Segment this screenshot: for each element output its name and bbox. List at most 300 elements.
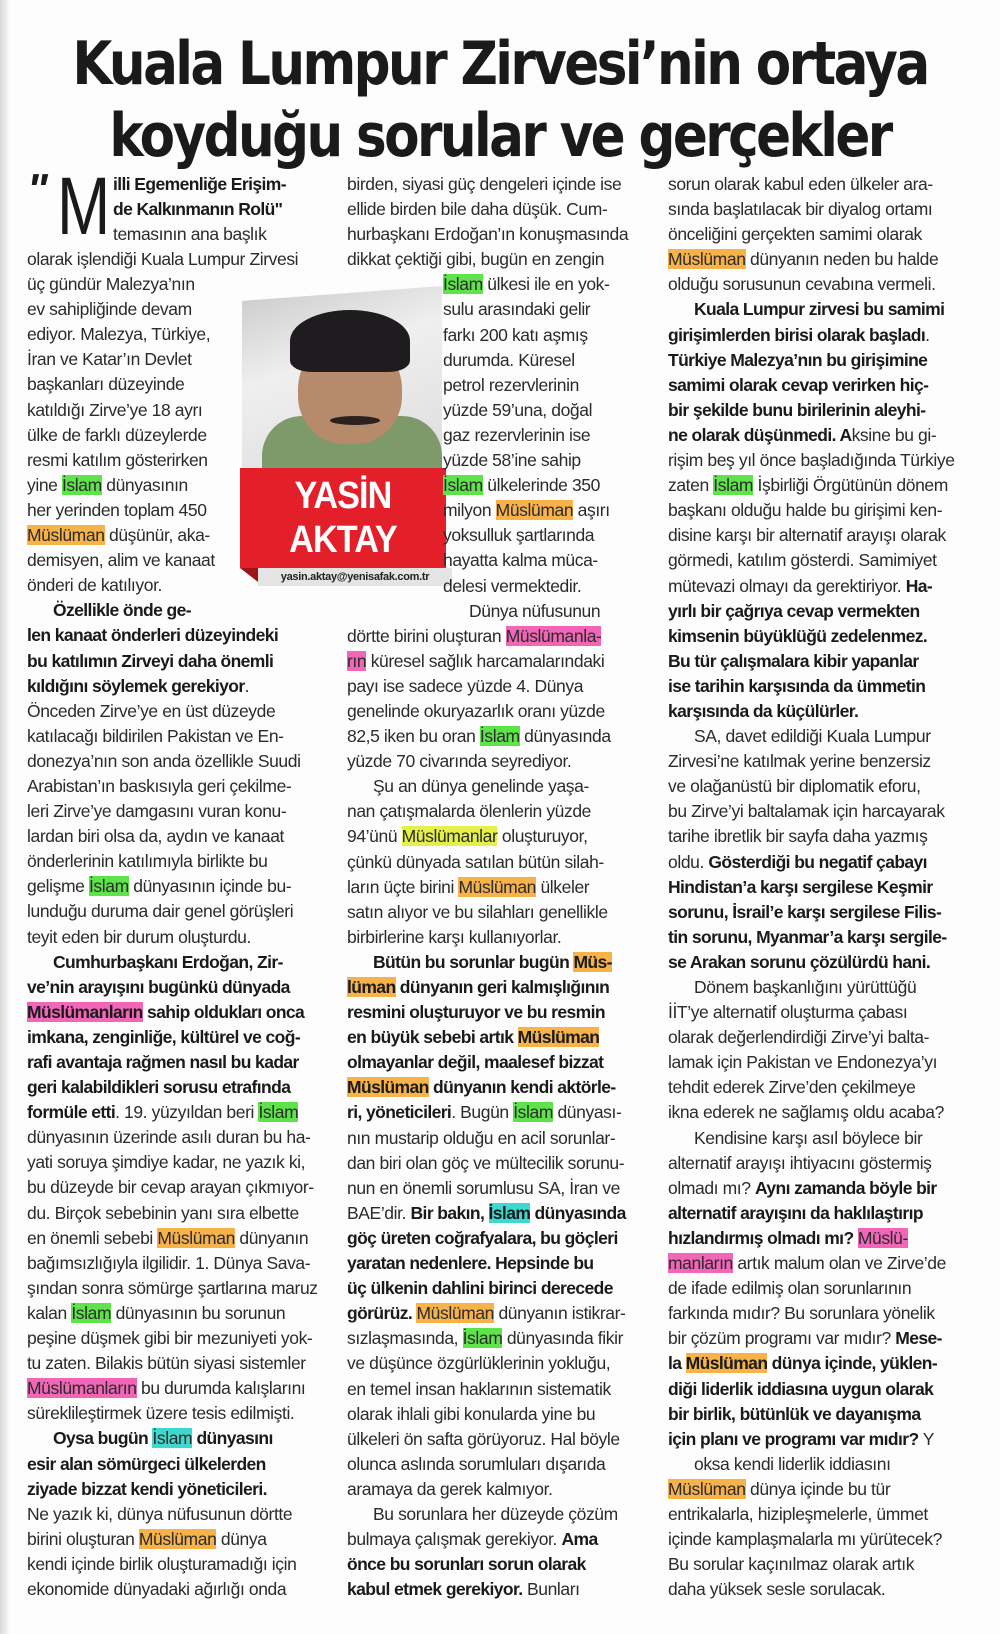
text-line <box>668 699 968 724</box>
text-run: alternatif arayışı ihtiyacını göstermiş <box>668 1152 932 1173</box>
text-run: bağımsızlığıyla ilgilidir. 1. Dünya Sava- <box>27 1252 311 1273</box>
text-line <box>347 1075 637 1100</box>
text-line <box>27 1100 327 1125</box>
text-line <box>27 699 327 724</box>
text-line <box>347 1276 637 1301</box>
text-line <box>668 172 968 197</box>
text-run: ev sahipliğinde devam <box>27 299 192 320</box>
text-run: diği liderlik iddiasına uygun olarak <box>668 1378 934 1399</box>
text-run: katılacağı bildirilen Pakistan ve En- <box>27 725 284 746</box>
text-line <box>347 1126 637 1151</box>
text-run: sorunu, İsrail’e karşı sergilese Filis- <box>668 901 942 922</box>
text-run: birden, siyasi güç dengeleri içinde ise <box>347 174 622 194</box>
text-line <box>347 247 637 272</box>
highlighted-term: İslam <box>88 876 129 897</box>
text-run: dünyasında <box>530 1202 626 1223</box>
text-line <box>668 1226 968 1251</box>
text-line <box>347 699 637 724</box>
text-run: yoksulluk şartlarında <box>443 525 595 546</box>
highlighted-term: Müslümanla- <box>505 625 602 646</box>
highlighted-term: lüman <box>347 977 396 997</box>
highlighted-term: İslam <box>61 474 102 495</box>
text-run: yine <box>27 474 62 495</box>
text-line <box>27 849 327 874</box>
text-run: aşırı <box>573 500 610 521</box>
text-run: Bunları <box>522 1579 580 1600</box>
text-run: resmini oluşturuyor ve bu resmin <box>347 1002 605 1023</box>
text-run: ediyor. Malezya, Türkiye, <box>27 324 211 345</box>
text-run: la <box>668 1353 686 1374</box>
text-run: farkında mıdır? Bu sorunlara yönelik <box>668 1303 935 1324</box>
text-line <box>347 1176 637 1201</box>
text-line <box>668 624 968 649</box>
text-line <box>347 172 637 197</box>
text-run: olmadı mı? <box>668 1177 756 1198</box>
text-line <box>27 749 327 774</box>
column-2-top <box>347 172 637 272</box>
text-line <box>347 1025 637 1050</box>
text-run: Oysa bugün <box>53 1428 153 1449</box>
text-run: önce bu sorunları sorun olarak <box>347 1554 586 1575</box>
text-line <box>347 1552 637 1577</box>
text-run: . <box>925 324 930 345</box>
text-line <box>668 599 968 624</box>
text-run: 82,5 iken bu oran <box>347 726 480 747</box>
text-run: Bütün bu sorunlar bugün <box>373 951 574 972</box>
article-headline <box>70 28 930 172</box>
intro-theme-line-2: de Kalkınmanın Rolü" <box>113 199 283 220</box>
highlighted-term: Müs- <box>573 951 612 972</box>
text-run: Aynı zamanda böyle bir <box>755 1177 937 1198</box>
text-line <box>668 925 968 950</box>
text-line <box>443 498 637 523</box>
text-run: önderi de katılıyor. <box>27 575 162 596</box>
text-run: olmayanlar değil, maalesef bizzat <box>347 1052 604 1073</box>
highlighted-term: Müslüman <box>458 876 536 897</box>
text-line <box>27 899 327 924</box>
text-line <box>668 222 968 247</box>
text-run: ekonomide dünyadaki ağırlığı onda <box>27 1578 287 1599</box>
text-run: Kuala Lumpur zirvesi bu samimi <box>694 299 945 320</box>
text-line <box>668 1527 968 1552</box>
intro-block <box>27 161 327 252</box>
highlighted-term: Müslüman <box>685 1353 768 1374</box>
text-line <box>668 824 968 849</box>
text-run: len kanaat önderleri düzeyindeki <box>27 625 279 646</box>
text-run: ziyade bizzat kendi yöneticileri. <box>27 1478 267 1499</box>
text-run: olunca aslında sorumluları dışarıda <box>347 1453 606 1474</box>
author-email[interactable]: yasin.aktay@yenisafak.com.tr <box>258 568 452 586</box>
text-run: durumda. Küresel <box>443 349 575 370</box>
highlighted-term: Müslüman <box>668 1478 746 1499</box>
text-line <box>668 197 968 222</box>
text-run: gaz rezervlerinin ise <box>443 424 591 445</box>
text-run: tu zaten. Bilakis bütün siyasi sistemler <box>27 1353 306 1374</box>
text-run: ülkeler <box>536 876 590 897</box>
text-run: en büyük sebebi artık <box>347 1027 518 1048</box>
text-run: petrol rezervlerinin <box>443 374 579 395</box>
text-run: yüzde 70 civarında seyrediyor. <box>347 751 572 772</box>
text-line <box>27 1527 327 1552</box>
highlighted-term: Müslüman <box>157 1227 235 1248</box>
text-line <box>668 1577 968 1602</box>
text-line <box>668 1477 968 1502</box>
text-line <box>668 297 968 322</box>
highlighted-term: Müslümanlar <box>401 826 498 847</box>
text-line <box>668 348 968 373</box>
text-line <box>27 1301 327 1326</box>
text-run: peşine düşmek gibi bir mezuniyeti yok- <box>27 1328 313 1349</box>
text-run: bir birlik, bütünlük ve dayanışma <box>668 1403 921 1424</box>
text-run: disine karşı bir alternatif arayışı olarak <box>668 525 946 546</box>
text-run: dünyasının üzerinde asılı duran bu ha- <box>27 1127 311 1148</box>
text-run: Bu sorunlara her düzeyde çözüm <box>373 1503 618 1524</box>
text-run: girişimlerden birisi olarak başladı <box>668 324 926 345</box>
text-run: bu Zirve’yi baltalamak için harcayarak <box>668 801 945 822</box>
text-line <box>668 1050 968 1075</box>
text-run: entrikalarla, hizipleşmelerle, ümmet <box>668 1503 928 1524</box>
text-run: kabul etmek gerekiyor. <box>347 1579 523 1600</box>
text-run: dünyasının içinde bu- <box>128 876 292 897</box>
text-line <box>347 1251 637 1276</box>
text-run: Türkiye Malezya’nın bu girişimine <box>668 349 928 370</box>
text-run: du. Birçok sebebinin yanı sıra elbette <box>27 1202 299 1223</box>
text-run: dikkat çektiği gibi, bugün en zengin <box>347 249 605 270</box>
text-line <box>27 674 327 699</box>
text-line <box>668 373 968 398</box>
text-run: nun en önemli sorumlusu SA, İran ve <box>347 1177 620 1198</box>
text-run: görürüz. <box>347 1303 417 1324</box>
highlighted-term: İslam <box>443 475 483 496</box>
text-run: Dönem başkanlığını yürüttüğü <box>694 977 917 997</box>
text-run: rafi avantaja rağmen nasıl bu kadar <box>27 1052 299 1072</box>
author-last-name: AKTAY <box>289 519 397 561</box>
highlighted-term: Müslüman <box>668 249 746 270</box>
text-run: dünyasında fikir <box>502 1328 624 1349</box>
text-run: ise tarihin karşısında da ümmetin <box>668 675 926 696</box>
column-2-wrap-around-photo <box>347 272 637 623</box>
text-run: kimsenin büyüklüğü zedelenmez. <box>668 625 928 646</box>
text-line <box>347 774 637 799</box>
text-line <box>668 247 968 272</box>
text-line <box>668 1025 968 1050</box>
text-line <box>668 875 968 900</box>
text-line <box>347 1100 637 1125</box>
text-run: dünyasını <box>192 1428 273 1449</box>
text-line <box>443 574 637 599</box>
text-line <box>347 1502 637 1527</box>
text-run: dünyasının bu sorunun <box>111 1302 286 1323</box>
highlighted-term: Müslüman <box>138 1528 217 1549</box>
text-run: zaten <box>668 475 714 496</box>
text-line <box>27 975 327 1000</box>
text-run: ne olarak düşünmedi. A <box>668 424 852 445</box>
text-run: dünyanın istikrar- <box>494 1303 626 1324</box>
text-line <box>27 1251 327 1276</box>
text-line <box>668 272 968 297</box>
highlighted-term: Müslüman <box>416 1303 494 1324</box>
text-run: sızlaşmasında, <box>347 1328 463 1349</box>
text-run: yüzde 59’una, doğal <box>443 399 593 420</box>
text-line <box>27 1050 327 1075</box>
highlighted-term: Müslüman <box>495 500 574 521</box>
text-line <box>347 749 637 774</box>
text-line <box>27 598 327 623</box>
text-line <box>668 674 968 699</box>
text-line <box>27 1201 327 1226</box>
text-run: Ne yazık ki, dünya nüfusunun dörtte <box>27 1503 293 1524</box>
text-line <box>668 1276 968 1301</box>
name-box-fold <box>240 568 258 582</box>
text-run: farkı 200 katı aşmış <box>443 324 588 345</box>
text-line <box>347 197 637 222</box>
text-line <box>668 1326 968 1351</box>
text-run: satın alıyor ve bu silahları genellikle <box>347 901 608 922</box>
text-run: Şu an dünya genelinde yaşa- <box>373 776 589 797</box>
text-line <box>668 423 968 448</box>
text-run: Hindistan’a karşı sergilese Keşmir <box>668 876 933 897</box>
text-run: . Bugün <box>451 1102 514 1123</box>
column-2-bottom <box>347 624 637 1603</box>
text-line <box>668 749 968 774</box>
highlighted-term: Müslü- <box>857 1227 908 1248</box>
text-line <box>347 925 637 950</box>
text-run: olarak işlendiği Kuala Lumpur Zirvesi <box>27 249 299 269</box>
text-line <box>443 599 637 624</box>
text-run: Cumhurbaşkanı Erdoğan, Zir- <box>53 951 283 972</box>
text-run: formüle etti <box>27 1102 116 1123</box>
text-line <box>347 1427 637 1452</box>
text-line <box>347 1351 637 1376</box>
text-run: dünyasının <box>101 474 188 495</box>
text-run: katıldığı Zirve’ye 18 ayrı <box>27 399 203 420</box>
text-run: ve düşünce özgürlüklerinin yokluğu, <box>347 1353 611 1374</box>
text-run: İşbirliği Örgütünün dönem <box>753 475 948 496</box>
text-line <box>27 1577 327 1602</box>
text-line <box>443 373 637 398</box>
highlighted-term: manların <box>668 1253 733 1274</box>
intro-line-3: temasının ana başlık <box>113 224 267 245</box>
quote-mark: " <box>27 165 48 214</box>
text-run: nan çatışmalarda ölenlerin yüzde <box>347 801 592 822</box>
text-line <box>668 1000 968 1025</box>
text-run: Ama <box>561 1529 598 1550</box>
text-run: en temel insan haklarının sistematik <box>347 1378 611 1399</box>
text-run: Bu tür çalışmalara kibir yapanlar <box>668 650 919 671</box>
text-line <box>668 1502 968 1527</box>
text-run: sulu arasındaki gelir <box>443 299 591 320</box>
text-run: gelişme <box>27 876 89 897</box>
text-run: Ha- <box>905 575 933 596</box>
text-line <box>27 774 327 799</box>
text-run: SA, davet edildiği Kuala Lumpur <box>694 726 931 747</box>
text-run: lamak için Pakistan ve Endonezya’yı <box>668 1052 938 1073</box>
text-run: esir alan sömürgeci ülkelerden <box>27 1453 266 1474</box>
text-line <box>27 824 327 849</box>
text-line <box>668 1402 968 1427</box>
text-run: başkanı olduğu halde bu girişimi ken- <box>668 500 943 521</box>
text-line <box>668 323 968 348</box>
text-run: için planı ve programı var mıdır? <box>668 1428 919 1449</box>
column-3-body <box>668 172 968 1602</box>
text-run: nın mustarip olduğu en acil sorunlar- <box>347 1127 616 1148</box>
article-column-2 <box>347 172 637 1602</box>
text-run: dünya <box>216 1528 267 1549</box>
text-line <box>668 975 968 1000</box>
intro-theme-line-1: illi Egemenliğe Erişim- <box>113 174 286 194</box>
highlighted-term: rın <box>347 650 367 671</box>
text-run: hurbaşkanı Erdoğan’ın konuşmasında <box>347 224 629 245</box>
text-line <box>27 1452 327 1477</box>
text-run: içinde kamplaşmalarla mı yürütecek? <box>668 1529 942 1550</box>
text-run: ri, yöneticileri <box>347 1102 452 1123</box>
text-run: tin sorunu, Myanmar’a karşı sergile- <box>668 926 947 947</box>
text-run: süreklileştirmek üzere tesis edilmişti. <box>27 1403 295 1424</box>
text-run: teyit eden bir durum oluşturdu. <box>27 926 251 947</box>
text-line <box>668 498 968 523</box>
text-line <box>347 1452 637 1477</box>
text-line <box>27 1376 327 1401</box>
text-run: de ifade edilmiş olan sorunlarının <box>668 1278 912 1299</box>
text-run: imkana, zenginliğe, kültürel ve coğ- <box>27 1026 301 1047</box>
text-line <box>668 950 968 975</box>
text-line <box>668 1552 968 1577</box>
text-line <box>27 1025 327 1050</box>
text-line <box>443 473 637 498</box>
text-run: ülkeleri ön safta görüyoruz. Hal böyle <box>347 1428 620 1449</box>
text-run: Dünya nüfusunun <box>469 600 601 621</box>
text-run: yati soruya şimdiye kadar, ne yazık ki, <box>27 1152 306 1173</box>
text-run: çünkü dünyada satılan bütün silah- <box>347 851 604 872</box>
highlighted-term: İslam <box>71 1302 112 1323</box>
text-run: önceliğini gerçekten samimi olarak <box>668 224 922 245</box>
text-run: sında başlatılacak bir diyalog ortamı <box>668 199 933 220</box>
text-run: küresel sağlık harcamalarındaki <box>366 650 605 671</box>
text-line <box>347 875 637 900</box>
text-run: Mese- <box>895 1328 942 1349</box>
text-line <box>668 774 968 799</box>
text-run: BAE’dir. <box>347 1202 411 1223</box>
text-line <box>27 1125 327 1150</box>
text-run: dörtte birini oluşturan <box>347 625 506 646</box>
text-run: üç gündür Malezya’nın <box>27 274 195 295</box>
text-line <box>347 1326 637 1351</box>
text-line <box>27 724 327 749</box>
highlighted-term: Müslüman <box>347 1077 429 1098</box>
text-run: Bir bakın, <box>410 1202 489 1223</box>
text-run: dünyanın geri kalmışlığının <box>395 977 610 997</box>
text-line <box>27 1502 327 1527</box>
text-run: aramaya da gerek kalmıyor. <box>347 1478 553 1499</box>
text-line <box>347 1377 637 1402</box>
text-run: lunduğu duruma dair genel görüşleri <box>27 901 294 922</box>
text-run: olarak değerlendirdiği Zirve’yi balta- <box>668 1027 930 1048</box>
text-run: sorun olarak kabul eden ülkeler ara- <box>668 174 933 194</box>
text-line <box>347 824 637 849</box>
text-run: ksine bu gi- <box>851 424 937 445</box>
text-line <box>27 1552 327 1577</box>
text-run: oldu. <box>668 851 709 872</box>
text-line <box>443 523 637 548</box>
highlighted-term: Müslüman <box>517 1027 600 1048</box>
text-run: Önceden Zirve’ye en üst düzeyde <box>27 700 276 721</box>
text-run: şından sonra sömürge şartlarına maruz <box>27 1277 318 1298</box>
text-run: payı ise sadece yüzde 4. Dünya <box>347 675 584 696</box>
text-run: yırlı bir çağrıya cevap vermekten <box>668 600 920 621</box>
page-edge-shadow <box>0 0 10 1634</box>
text-run: düşünür, aka- <box>104 525 210 546</box>
text-run: dünyanın neden bu halde <box>745 249 939 270</box>
text-run: bu düzeyde bir cevap arayan çıkmıyor- <box>27 1177 314 1198</box>
text-line <box>27 1226 327 1251</box>
text-run: rişim beş yıl önce başladığında Türkiye <box>668 450 955 471</box>
text-line <box>347 1151 637 1176</box>
highlighted-term: İslam <box>713 475 754 496</box>
text-run: dünyası- <box>553 1102 622 1123</box>
text-run: bu katılımın Zirveyi daha önemli <box>27 650 274 671</box>
text-line <box>347 1000 637 1025</box>
author-first-name: YASİN <box>294 475 392 517</box>
text-line <box>347 1201 637 1226</box>
text-run: ikna ederek ne sağlamış oldu acaba? <box>668 1102 944 1123</box>
text-line <box>668 473 968 498</box>
text-line <box>668 1201 968 1226</box>
text-run: artık malum olan ve Zirve’de <box>732 1253 946 1274</box>
text-line <box>347 649 637 674</box>
text-run: başkanları düzeyinde <box>27 374 185 395</box>
text-line <box>27 1000 327 1025</box>
text-run: hayatta kalma müca- <box>443 550 598 571</box>
text-run: Arabistan’ın baskısıyla geri çekilme- <box>27 775 292 796</box>
text-run: Gösterdiği bu negatif çabayı <box>708 851 927 872</box>
highlighted-term: İslam <box>462 1328 503 1349</box>
text-line <box>668 1452 968 1477</box>
highlighted-term: İslam <box>488 1202 531 1223</box>
text-run: genelinde okuryazarlık oranı yüzde <box>347 700 605 721</box>
text-run: hızlandırmış olmadı mı? <box>668 1227 858 1248</box>
text-line <box>347 1050 637 1075</box>
highlighted-term: Müslümanların <box>27 1001 143 1022</box>
text-line <box>347 950 637 975</box>
text-line <box>27 1426 327 1451</box>
text-line <box>443 398 637 423</box>
text-run: tehdit ederek Zirve’den çekilmeye <box>668 1077 916 1098</box>
headline-line-2: koyduğu sorular ve gerçekler <box>109 101 891 171</box>
text-line <box>443 348 637 373</box>
text-run: kendi içinde birlik oluşturamadığı için <box>27 1553 297 1574</box>
text-run: lardan biri olsa da, aydın ve kanaat <box>27 826 285 847</box>
text-run: geri kalabildikleri sorusu etrafında <box>27 1077 291 1098</box>
text-line <box>668 1176 968 1201</box>
text-line <box>347 1527 637 1552</box>
text-line <box>347 1402 637 1427</box>
text-line <box>27 950 327 975</box>
text-run: karşısında da küçülürler. <box>668 700 859 721</box>
text-line <box>347 674 637 699</box>
text-run: milyon <box>443 500 496 521</box>
text-line <box>347 222 637 247</box>
text-line <box>347 900 637 925</box>
text-run: ve olağanüstü bir diplomatik eforu, <box>668 776 921 797</box>
text-run: sahip oldukları onca <box>142 1001 305 1022</box>
text-line <box>668 649 968 674</box>
highlighted-term: İslam <box>513 1102 554 1123</box>
text-run: alternatif arayışını da haklılaştırıp <box>668 1202 923 1223</box>
text-run: kalan <box>27 1302 72 1323</box>
text-run: görmedi, katılım gösterdi. Samimiyet <box>668 550 937 571</box>
text-line <box>347 1226 637 1251</box>
text-line <box>668 1075 968 1100</box>
